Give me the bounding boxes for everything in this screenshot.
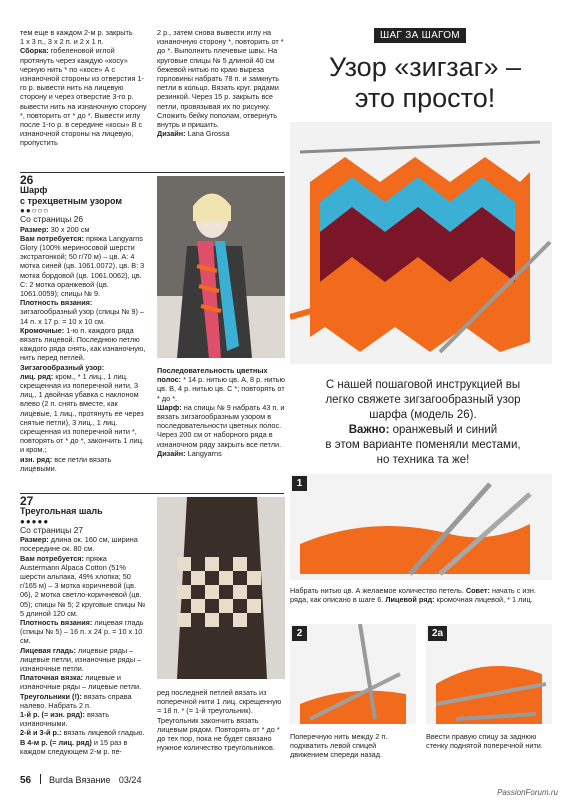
scarf-value: на спицы № 9 набрать 43 п. и вязать зигзагообразным узором в последовательности цветных полос. Через 200 см от наборного ряда в изнаночном ряду закрыть все петли. — [157, 402, 285, 449]
model-26-continued — [157, 366, 285, 458]
model-title: с трехцветным узором — [20, 195, 122, 206]
step-1-text: Набрать нитью цв. А желаемое количество петель. — [290, 586, 464, 595]
step-2a-caption: Ввести правую спицу за заднюю стенку поднятой поперечной нити. — [426, 732, 543, 751]
triangles-value: вязать справа налево. Набрать 2 п. — [20, 691, 132, 710]
continued-text: ред последней петлей вязать из поперечной нити 1 лиц. скрещенную = 18 п. * (= 1-й треугольник). Треугольник закончить вязать лицевым рядом. Повторять от * до * до тех пор, пока не будет связано нужное количество треугольников. — [157, 688, 282, 753]
front-row-label: Лицевой ряд: — [385, 595, 435, 605]
top-middle-text — [157, 28, 285, 138]
row23-label: 2-й и 3-й р.: — [20, 728, 62, 738]
model-27-continued — [157, 688, 285, 752]
back-row-label: изн. ряд: — [20, 454, 53, 464]
scarf-label: Шарф: — [157, 402, 182, 412]
intro-line: легко свяжете зигзагообразный узор — [325, 394, 521, 406]
design-value: Lana Grossa — [187, 129, 230, 139]
step-number: 2 — [292, 626, 307, 641]
back-row-value: все петли вязать лицевыми. — [20, 454, 112, 473]
needs-label: Вам потребуется: — [20, 553, 84, 563]
page-title — [300, 52, 550, 114]
density-label: Плотность вязания: — [20, 617, 93, 627]
front-stitch-value: лицевые ряды – лицевые петли, изнаночные ряды – изнаночные петли. — [20, 645, 142, 673]
front-row-value: кром., * 1 лиц., 1 лиц. скрещенная из поперечной нити, 3 лиц., 1 двойная убавка с наклоном влево (2 п. снять вместе, как лицевые, 1 лиц., протянуть ее через снятые петли), 3 лиц., 1 лиц. скрещенная из поперечной нити *, повторять от * до *, закончить 1 лиц. и кром.; — [20, 371, 144, 455]
section-tag: ШАГ ЗА ШАГОМ — [374, 28, 466, 43]
divider — [20, 172, 284, 173]
step-2-image — [290, 624, 416, 724]
zigzag-knit-image — [290, 122, 552, 364]
from-page: Со страницы 26 — [20, 214, 84, 225]
step-number: 2a — [428, 626, 447, 641]
design-value: Langyarns — [187, 448, 222, 458]
needs-label: Вам потребуется: — [20, 233, 84, 243]
density-value: лицевая гладь (спицы № 5) – 16 п. х 24 р. = 10 х 10 см. — [20, 617, 144, 646]
magazine-brand: Burda Вязание — [49, 775, 111, 785]
model-title: Треугольная шаль — [20, 506, 103, 517]
step-2-caption: Поперечную нить между 2 п. подхватить левой спицей движением спереди назад. — [290, 732, 388, 760]
shawl-photo — [157, 497, 285, 679]
row4-label: В 4-м р. (= лиц. ряд) — [20, 737, 92, 747]
issue-number: 03/24 — [118, 775, 142, 785]
intro-text — [298, 378, 548, 468]
model-number: 26 — [20, 173, 34, 187]
watermark: PassionForum.ru — [497, 788, 558, 797]
text-line: 1 х 3 п., 3 х 2 п. и 2 х 1 п. — [20, 37, 104, 47]
design-label: Дизайн: — [157, 129, 186, 139]
row1-label: 1-й р. (= изн. ряд): — [20, 709, 85, 719]
assembly-text: гобеленовой иглой протянуть через каждую «косу» черную нить * по «косе» А с изнаночной стороны из отверстия 1-го р. вывести нить на лицевую сторону и через отверстие 3-го р. вывести нить на изнаночную сторону *, повторить от * до *. Вывести иглу после 1-го р. в середине «косы» В с изнаночной стороны на лицевую, пропустить — [20, 46, 147, 148]
model-27-block — [20, 494, 148, 756]
model-title: Шарф — [20, 185, 48, 196]
design-label: Дизайн: — [157, 448, 186, 458]
size-label: Размер: — [20, 224, 49, 234]
front-row-value: кромочная лицевой, * 1 лиц. — [436, 595, 533, 605]
scarf-photo — [157, 176, 285, 358]
title-line: Узор «зигзаг» – — [328, 52, 522, 82]
continuation-text: 2 р., затем снова вывести иглу на изнаночную сторону *, повторить от * до *. Выполнить плечевые швы. На круговые спицы № 5 длиной 40 см бежевой нитью по краю выреза горловины набрать 78 п. и замкнуть петли в кольцо. Вязать круг. рядами резинкой. Через 15 р. закрыть все петли, провязывая их по рисунку. Сложить бейку пополам, отвернуть внутрь и пришить. — [157, 28, 284, 130]
intro-line: шарфа (модель 26). — [369, 409, 477, 421]
assembly-label: Сборка: — [20, 46, 49, 56]
triangles-label: Треугольники (!): — [20, 691, 82, 701]
edge-label: Кромочные: — [20, 325, 65, 335]
intro-line: С нашей пошаговой инструкцией вы — [325, 379, 521, 391]
important-text: оранжевый и синий — [392, 424, 498, 436]
text-line: тем еще в каждом 2-м р. закрыть — [20, 28, 133, 37]
tip-label: Совет: — [465, 586, 490, 595]
garter-label: Платочная вязка: — [20, 673, 84, 683]
garter-value: лицевые и изнаночные ряды – лицевые петли. — [20, 673, 142, 692]
top-left-text — [20, 28, 148, 148]
intro-line: в этом варианте поменяли местами, — [325, 439, 521, 451]
size-value: 30 х 200 см — [50, 224, 90, 234]
divider — [20, 493, 284, 494]
edge-value: 1-ю п. каждого ряда вязать лицевой. Последнюю петлю каждого ряда снять, как изнаночную, нить перед петлей. — [20, 325, 146, 363]
row23-value: вязать лицевой гладью. — [63, 728, 145, 738]
needs-value: пряжа Austermann Alpaca Cotton (51% шерсти альпака, 49% хлопка; 50 г/165 м) – 3 мотка коричневой (цв. 06), 2 мотка светло-коричневой (цв. 05); спицы № 5; 2 круговые спицы № 5 длиной 120 см. — [20, 553, 146, 618]
model-26-block — [20, 173, 148, 473]
model-number: 27 — [20, 494, 34, 508]
step-1-image — [290, 474, 552, 580]
zigzag-label: Зигзагообразный узор: — [20, 362, 105, 372]
step-1-tip: начать с изн. ряда, как описано в шаге 6. — [290, 586, 536, 605]
title-line: это просто! — [354, 83, 496, 113]
difficulty-dots: ●●●●● — [20, 516, 50, 526]
page-number: 56 — [20, 775, 32, 786]
row4-value: и 15 раз в каждом следующем 2-м р. пе- — [20, 737, 128, 756]
from-page: Со страницы 27 — [20, 524, 84, 535]
important-label: Важно: — [348, 424, 390, 436]
sequence-value: * 14 р. нитью цв. А, 8 р. нитью цв. В, 4 р. нитью цв. С *; повторять от * до *. — [157, 375, 285, 403]
size-label: Размер: — [20, 535, 49, 545]
intro-line: но техника та же! — [376, 454, 470, 466]
row1-value: вязать изнаночными. — [20, 709, 110, 729]
footer — [20, 770, 141, 788]
size-value: длина ок. 160 см, ширина посередине ок. 80 см. — [20, 535, 138, 554]
needs-value: пряжа Langyarns Glory (100% мериносовой шерсти экстратонкой; 50 г/70 м) – цв. А: 4 мотка синей (цв. 1061.0072), цв. В: 3 мотка бордовой (цв. 1061.0062), цв. С: 2 мотка оранжевой (цв. 1061.0059); спицы № 9. — [20, 233, 145, 299]
density-value: зигзагообразный узор (спицы № 9) – 14 п. х 17 р. = 10 х 10 см. — [20, 307, 145, 326]
step-number: 1 — [292, 476, 307, 491]
footer-divider — [40, 774, 41, 784]
step-1-caption — [290, 586, 552, 604]
front-stitch-label: Лицевая гладь: — [20, 645, 76, 655]
difficulty-dots: ●●○○○ — [20, 206, 50, 216]
sequence-label: Последовательность цветных полос: — [157, 366, 268, 385]
front-row-label: лиц. ряд: — [20, 371, 54, 381]
density-label: Плотность вязания: — [20, 298, 93, 308]
